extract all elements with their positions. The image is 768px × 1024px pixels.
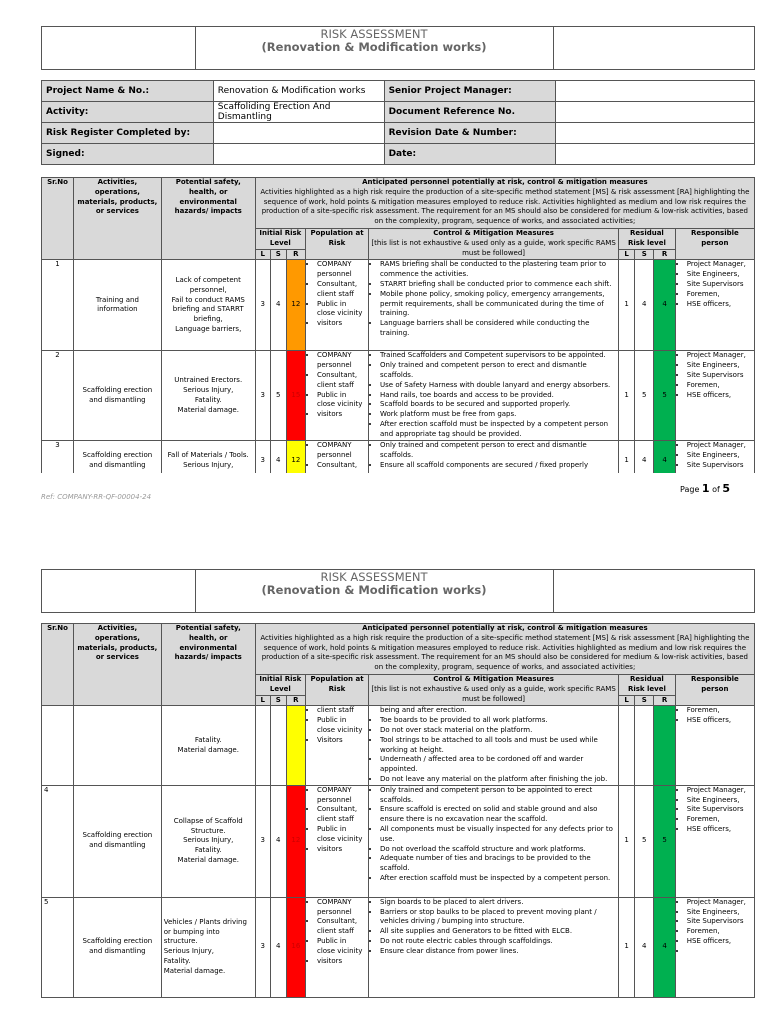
row-initial-r: 16 xyxy=(286,897,305,997)
list-item: • Site Engineers, xyxy=(687,270,752,280)
list-item: • Scaffold boards to be secured and supported properly. xyxy=(380,400,616,410)
row-initial-s: 4 xyxy=(270,785,286,897)
row-responsible xyxy=(675,706,754,785)
row-activity: Scaffolding erection and dismantling xyxy=(74,785,162,897)
page2-table-body xyxy=(42,706,755,997)
row-residual-s: 4 xyxy=(635,897,654,997)
header-title: RISK ASSESSMENT xyxy=(320,27,428,41)
list-item: • Work platform must be free from gaps. xyxy=(380,410,616,420)
col-rl-2: L xyxy=(619,695,635,706)
row-initial-s: 4 xyxy=(270,260,286,351)
row-responsible xyxy=(675,260,754,351)
row-controls xyxy=(369,441,619,473)
row-residual-r: 4 xyxy=(654,260,675,351)
col-rs-2: S xyxy=(635,695,654,706)
row-activity: Scaffolding erection and dismantling xyxy=(74,441,162,473)
of-word: of xyxy=(712,485,720,494)
col-population-2: Population at Risk xyxy=(305,675,368,706)
row-initial-l xyxy=(255,706,270,785)
list-item: • Public in close vicinity xyxy=(317,937,366,957)
list-item: • Foremen, xyxy=(687,927,752,937)
col-activities: Activities, operations, materials, products, or services xyxy=(74,178,162,260)
list-item: • HSE officers, xyxy=(687,937,752,947)
table-row xyxy=(42,785,755,897)
list-item: • HSE officers, xyxy=(687,716,752,726)
project-info-table xyxy=(41,80,755,165)
row-residual-s: 4 xyxy=(635,260,654,351)
col-l-2: L xyxy=(255,695,270,706)
row-residual-l: 1 xyxy=(619,260,635,351)
population-list xyxy=(308,351,366,420)
row-activity: Training and information xyxy=(74,260,162,351)
list-item: • Site Supervisors xyxy=(687,371,752,381)
row-residual-s xyxy=(635,706,654,785)
row-controls xyxy=(369,785,619,897)
row-initial-s: 4 xyxy=(270,441,286,473)
list-item: • RAMS briefing shall be conducted to the plastering team prior to commence the activities. xyxy=(380,260,616,280)
control-note-2: [this list is not exhaustive & used only as a guide, work specific RAMS must be followed] xyxy=(371,684,616,703)
row-residual-l: 1 xyxy=(619,441,635,473)
col-rr-2: R xyxy=(654,695,675,706)
col-responsible: Responsible person xyxy=(675,229,754,260)
list-item: • Consultant, xyxy=(317,461,366,471)
list-item: • Only trained and competent person to erect and dismantle scaffolds. xyxy=(380,361,616,381)
col-initial-risk: Initial Risk Level xyxy=(255,229,305,250)
row-activity: Scaffolding erection and dismantling xyxy=(74,897,162,997)
list-item: • STARRT briefing shall be conducted prior to commence each shift. xyxy=(380,280,616,290)
docref-label: Document Reference No. xyxy=(384,102,556,123)
list-item: • Site Engineers, xyxy=(687,796,752,806)
list-item: • All site supplies and Generators to be fitted with ELCB. xyxy=(380,927,616,937)
list-item: • Underneath / affected area to be cordoned off and warder appointed. xyxy=(380,755,616,775)
header-title-box-2 xyxy=(195,570,554,612)
table-row xyxy=(42,441,755,473)
hazard-line: Serious Injury, xyxy=(183,386,234,395)
list-item: • Site Supervisors xyxy=(687,805,752,815)
list-item: • Only trained and competent person to erect and dismantle scaffolds. xyxy=(380,441,616,461)
row-population xyxy=(305,351,368,441)
row-controls xyxy=(369,706,619,785)
col-srno: Sr.No xyxy=(42,178,74,260)
row-initial-l: 3 xyxy=(255,441,270,473)
table-row xyxy=(42,351,755,441)
col-anticipated-2 xyxy=(255,624,754,675)
row-initial-r: 12 xyxy=(286,785,305,897)
project-label: Project Name & No.: xyxy=(42,81,214,102)
row-srno: 4 xyxy=(42,785,74,897)
list-item: • Public in close vicinity xyxy=(317,300,366,320)
row-srno: 3 xyxy=(42,441,74,473)
hazard-line: Serious Injury, xyxy=(163,947,214,956)
list-item: • Public in close vicinity xyxy=(317,391,366,411)
list-item: • Mobile phone policy, smoking policy, emergency arrangements, permit requirements, shall be communicated during the time of training. xyxy=(380,290,616,319)
signed-value xyxy=(213,144,384,165)
list-item: • Foremen, xyxy=(687,290,752,300)
responsible-list xyxy=(678,441,752,470)
row-population xyxy=(305,441,368,473)
list-item: • Public in close vicinity xyxy=(317,716,366,736)
list-item: • Do not route electric cables through scaffoldings. xyxy=(380,937,616,947)
hazard-line: Collapse of Scaffold Structure. xyxy=(173,816,243,835)
activity-label: Activity: xyxy=(42,102,214,123)
spm-label: Senior Project Manager: xyxy=(384,81,556,102)
hazard-line: Fatality. xyxy=(194,395,222,404)
list-item: • visitors xyxy=(317,319,366,329)
list-item: • After erection scaffold must be inspected by a competent person and appropriate tag should be provided. xyxy=(380,420,616,440)
list-item: • Foremen, xyxy=(687,381,752,391)
anticipated-note: Activities highlighted as a high risk require the production of a site-specific method statement [MS] & risk assessment [RA] highlighting the sequence of work, hold points & mitigation measures employed to reduce risk. Activities highlighted as medium and low risk requires the production of a site-specific risk assessment. The requirement for an MS should also be considered for medium & low-risk activities, based on the complexity, program, sequence of works, and associated activities; xyxy=(260,187,750,226)
list-item: • All components must be visually inspected for any defects prior to use. xyxy=(380,825,616,845)
logo-box xyxy=(42,27,196,69)
list-item: • HSE officers, xyxy=(687,300,752,310)
list-item: • Project Manager, xyxy=(687,260,752,270)
row-population xyxy=(305,785,368,897)
row-population xyxy=(305,706,368,785)
row-residual-r xyxy=(654,706,675,785)
list-item: • visitors xyxy=(317,957,366,967)
revision-value xyxy=(556,123,755,144)
list-item: • Project Manager, xyxy=(687,898,752,908)
row-residual-l: 1 xyxy=(619,897,635,997)
page-total: 5 xyxy=(722,482,731,495)
controls-list xyxy=(371,898,616,957)
row-residual-r: 5 xyxy=(654,785,675,897)
list-item: • HSE officers, xyxy=(687,825,752,835)
col-hazards: Potential safety, health, or environmental hazards/ impacts xyxy=(161,178,255,260)
col-r: R xyxy=(286,249,305,260)
row-initial-l: 3 xyxy=(255,785,270,897)
col-rs: S xyxy=(635,249,654,260)
list-item: • COMPANY personnel xyxy=(317,898,366,918)
row-srno: 5 xyxy=(42,897,74,997)
header-subtitle-2: (Renovation & Modification works) xyxy=(261,583,487,597)
anticipated-title: Anticipated personnel potentially at risk, control & mitigation measures xyxy=(362,178,648,186)
list-item: • Foremen, xyxy=(687,706,752,716)
table-row xyxy=(42,260,755,351)
row-population xyxy=(305,260,368,351)
col-control xyxy=(369,229,619,260)
signed-label: Signed: xyxy=(42,144,214,165)
row-residual-l: 1 xyxy=(619,785,635,897)
hazard-line: Material damage. xyxy=(177,745,239,754)
header-title-box xyxy=(195,27,554,69)
list-item: • Public in close vicinity xyxy=(317,825,366,845)
col-control-2 xyxy=(369,675,619,706)
list-item: • Site Supervisors xyxy=(687,461,752,471)
control-note: [this list is not exhaustive & used only as a guide, work specific RAMS must be followed] xyxy=(371,238,616,257)
list-item: • Project Manager, xyxy=(687,441,752,451)
footer-ref: Ref: COMPANY-RR-QF-00004-24 xyxy=(41,493,152,501)
list-item: • Site Engineers, xyxy=(687,451,752,461)
activity-value: Scaffoliding Erection And Dismantling xyxy=(213,102,384,123)
hazard-line: Vehicles / Plants driving or bumping into structure. xyxy=(163,917,247,946)
row-initial-l: 3 xyxy=(255,351,270,441)
hazard-line: Fail to conduct RAMS briefing and STARRT briefing, xyxy=(171,295,245,324)
row-initial-l: 3 xyxy=(255,897,270,997)
header-title-2: RISK ASSESSMENT xyxy=(320,570,428,584)
row-initial-r: 12 xyxy=(286,260,305,351)
hazard-line: Material damage. xyxy=(163,966,226,975)
control-title: Control & Mitigation Measures xyxy=(433,229,554,237)
row-controls xyxy=(369,897,619,997)
population-list xyxy=(308,441,366,470)
row-initial-s: 5 xyxy=(270,351,286,441)
list-item: • Site Supervisors xyxy=(687,917,752,927)
col-anticipated xyxy=(255,178,754,229)
date-label: Date: xyxy=(384,144,556,165)
responsible-list xyxy=(678,351,752,400)
page1-header xyxy=(41,26,755,70)
row-residual-r: 4 xyxy=(654,441,675,473)
project-value: Renovation & Modification works xyxy=(213,81,384,102)
col-rr: R xyxy=(654,249,675,260)
row-srno: 2 xyxy=(42,351,74,441)
page2-risk-table-clip xyxy=(41,623,757,1024)
col-r-2: R xyxy=(286,695,305,706)
list-item: • Site Engineers, xyxy=(687,908,752,918)
page-num: 1 xyxy=(701,482,710,495)
row-responsible xyxy=(675,785,754,897)
col-hazards-2: Potential safety, health, or environmental hazards/ impacts xyxy=(161,624,255,706)
row-initial-s: 4 xyxy=(270,897,286,997)
list-item: • Trained Scaffolders and Competent supervisors to be appointed. xyxy=(380,351,616,361)
row-residual-r: 5 xyxy=(654,351,675,441)
row-activity xyxy=(74,706,162,785)
list-item: • Do not leave any material on the platform after finishing the job. xyxy=(380,775,616,785)
docref-value xyxy=(556,102,755,123)
list-item: • HSE officers, xyxy=(687,391,752,401)
register-value xyxy=(213,123,384,144)
hazard-line: Fatality. xyxy=(163,957,191,966)
row-responsible xyxy=(675,351,754,441)
list-item: • Project Manager, xyxy=(687,786,752,796)
list-item: • Site Supervisors xyxy=(687,280,752,290)
page1-risk-table xyxy=(41,177,755,473)
controls-list xyxy=(371,441,616,470)
list-item: • Visitors xyxy=(317,736,366,746)
table-row xyxy=(42,897,755,997)
page1-table-body xyxy=(42,260,755,473)
date-value xyxy=(556,144,755,165)
population-list xyxy=(308,898,366,967)
controls-list xyxy=(371,351,616,439)
col-rl: L xyxy=(619,249,635,260)
row-initial-r: 12 xyxy=(286,441,305,473)
row-residual-s: 4 xyxy=(635,441,654,473)
page2-header xyxy=(41,569,755,613)
page-word: Page xyxy=(680,485,700,494)
row-srno xyxy=(42,706,74,785)
list-item: • Tool strings to be attached to all tools and must be used while working at height. xyxy=(380,736,616,756)
list-item: • Project Manager, xyxy=(687,351,752,361)
list-item: • client staff xyxy=(317,706,366,716)
logo-box-2 xyxy=(42,570,196,612)
list-bullet xyxy=(687,947,752,957)
register-label: Risk Register Completed by: xyxy=(42,123,214,144)
spm-value xyxy=(556,81,755,102)
row-controls xyxy=(369,260,619,351)
row-hazards xyxy=(161,785,255,897)
list-item: • Adequate number of ties and bracings to be provided to the scaffold. xyxy=(380,854,616,874)
page2-risk-table xyxy=(41,623,755,998)
hazard-line: Material damage. xyxy=(177,855,239,864)
responsible-list xyxy=(678,260,752,309)
row-hazards xyxy=(161,706,255,785)
responsible-list xyxy=(678,706,752,726)
population-list xyxy=(308,260,366,329)
anticipated-title-2: Anticipated personnel potentially at risk, control & mitigation measures xyxy=(362,624,648,632)
list-item: • Toe boards to be provided to all work platforms. xyxy=(380,716,616,726)
list-item: • Ensure clear distance from power lines. xyxy=(380,947,616,957)
anticipated-note-2: Activities highlighted as a high risk require the production of a site-specific method statement [MS] & risk assessment [RA] highlighting the sequence of work, hold points & mitigation measures employed to reduce risk. Activities highlighted as medium and low risk requires the production of a site-specific risk assessment. The requirement for an MS should also be considered for medium & low-risk activities, based on the complexity, program, sequence of works, and associated activities; xyxy=(260,633,750,672)
hazard-line: Fall of Materials / Tools. xyxy=(167,451,249,460)
hazard-line: Untrained Erectors. xyxy=(174,376,243,385)
row-residual-l: 1 xyxy=(619,351,635,441)
row-hazards xyxy=(161,351,255,441)
row-initial-l: 3 xyxy=(255,260,270,351)
table-row xyxy=(42,706,755,785)
hazard-line: Fatality. xyxy=(194,735,222,744)
control-title-2: Control & Mitigation Measures xyxy=(433,675,554,683)
row-hazards xyxy=(161,897,255,997)
row-controls xyxy=(369,351,619,441)
population-list xyxy=(308,786,366,855)
col-s: S xyxy=(270,249,286,260)
controls-list xyxy=(371,716,616,785)
row-initial-r xyxy=(286,706,305,785)
hazard-line: Material damage. xyxy=(177,405,239,414)
list-item: • Hand rails, toe boards and access to be provided. xyxy=(380,391,616,401)
list-item: • visitors xyxy=(317,410,366,420)
list-item: • After erection scaffold must be inspected by a competent person. xyxy=(380,874,616,884)
hazard-line: Serious Injury, xyxy=(183,836,234,845)
list-item: • COMPANY personnel xyxy=(317,260,366,280)
list-item: • Language barriers shall be considered while conducting the training. xyxy=(380,319,616,339)
controls-list xyxy=(371,260,616,338)
col-residual-risk-2: Residual Risk level xyxy=(619,675,676,696)
row-activity: Scaffolding erection and dismantling xyxy=(74,351,162,441)
list-item: • Consultant, client staff xyxy=(317,917,366,937)
header-subtitle: (Renovation & Modification works) xyxy=(261,40,487,54)
control-continued: being and after erection. xyxy=(380,706,467,715)
row-residual-r: 4 xyxy=(654,897,675,997)
list-item: • Site Engineers, xyxy=(687,361,752,371)
row-population xyxy=(305,897,368,997)
list-item: • Barriers or stop baulks to be placed to prevent moving plant / vehicles driving / bumping into structure. xyxy=(380,908,616,928)
col-srno-2: Sr.No xyxy=(42,624,74,706)
row-residual-s: 5 xyxy=(635,351,654,441)
responsible-list xyxy=(678,786,752,835)
col-activities-2: Activities, operations, materials, products, or services xyxy=(74,624,162,706)
row-responsible xyxy=(675,441,754,473)
list-item: • Only trained and competent person to be appointed to erect scaffolds. xyxy=(380,786,616,806)
list-item: • COMPANY personnel xyxy=(317,441,366,461)
col-s-2: S xyxy=(270,695,286,706)
col-population: Population at Risk xyxy=(305,229,368,260)
controls-list xyxy=(371,786,616,884)
list-item: • Do not over stack material on the platform. xyxy=(380,726,616,736)
col-responsible-2: Responsible person xyxy=(675,675,754,706)
list-item: • visitors xyxy=(317,845,366,855)
row-residual-l xyxy=(619,706,635,785)
hazard-line: Fatality. xyxy=(194,846,222,855)
list-item: • Consultant, client staff xyxy=(317,371,366,391)
row-responsible xyxy=(675,897,754,997)
row-hazards xyxy=(161,441,255,473)
hazard-line: Lack of competent personnel, xyxy=(175,276,241,294)
row-initial-s xyxy=(270,706,286,785)
list-item: • Consultant, client staff xyxy=(317,805,366,825)
list-item: • Foremen, xyxy=(687,815,752,825)
col-residual-risk: Residual Risk level xyxy=(619,229,676,250)
list-item: • Use of Safety Harness with double lanyard and energy absorbers. xyxy=(380,381,616,391)
list-item: • COMPANY personnel xyxy=(317,351,366,371)
page1-risk-table-clip xyxy=(41,177,757,473)
row-residual-s: 5 xyxy=(635,785,654,897)
list-item: • Consultant, client staff xyxy=(317,280,366,300)
list-item: • Do not overload the scaffold structure and work platforms. xyxy=(380,845,616,855)
row-hazards xyxy=(161,260,255,351)
population-list xyxy=(308,706,366,745)
row-initial-r: 15 xyxy=(286,351,305,441)
page-number xyxy=(680,482,730,495)
col-l: L xyxy=(255,249,270,260)
list-item: • Ensure all scaffold components are secured / fixed properly xyxy=(380,461,616,471)
revision-label: Revision Date & Number: xyxy=(384,123,556,144)
hazard-line: Language barriers, xyxy=(175,324,242,333)
responsible-list xyxy=(678,898,752,957)
hazard-line: Serious Injury, xyxy=(183,460,234,469)
list-item: • COMPANY personnel xyxy=(317,786,366,806)
col-initial-risk-2: Initial Risk Level xyxy=(255,675,305,696)
row-srno: 1 xyxy=(42,260,74,351)
list-item: • Ensure scaffold is erected on solid and stable ground and also ensure there is no excavation near the scaffold. xyxy=(380,805,616,825)
list-item: • Sign boards to be placed to alert drivers. xyxy=(380,898,616,908)
